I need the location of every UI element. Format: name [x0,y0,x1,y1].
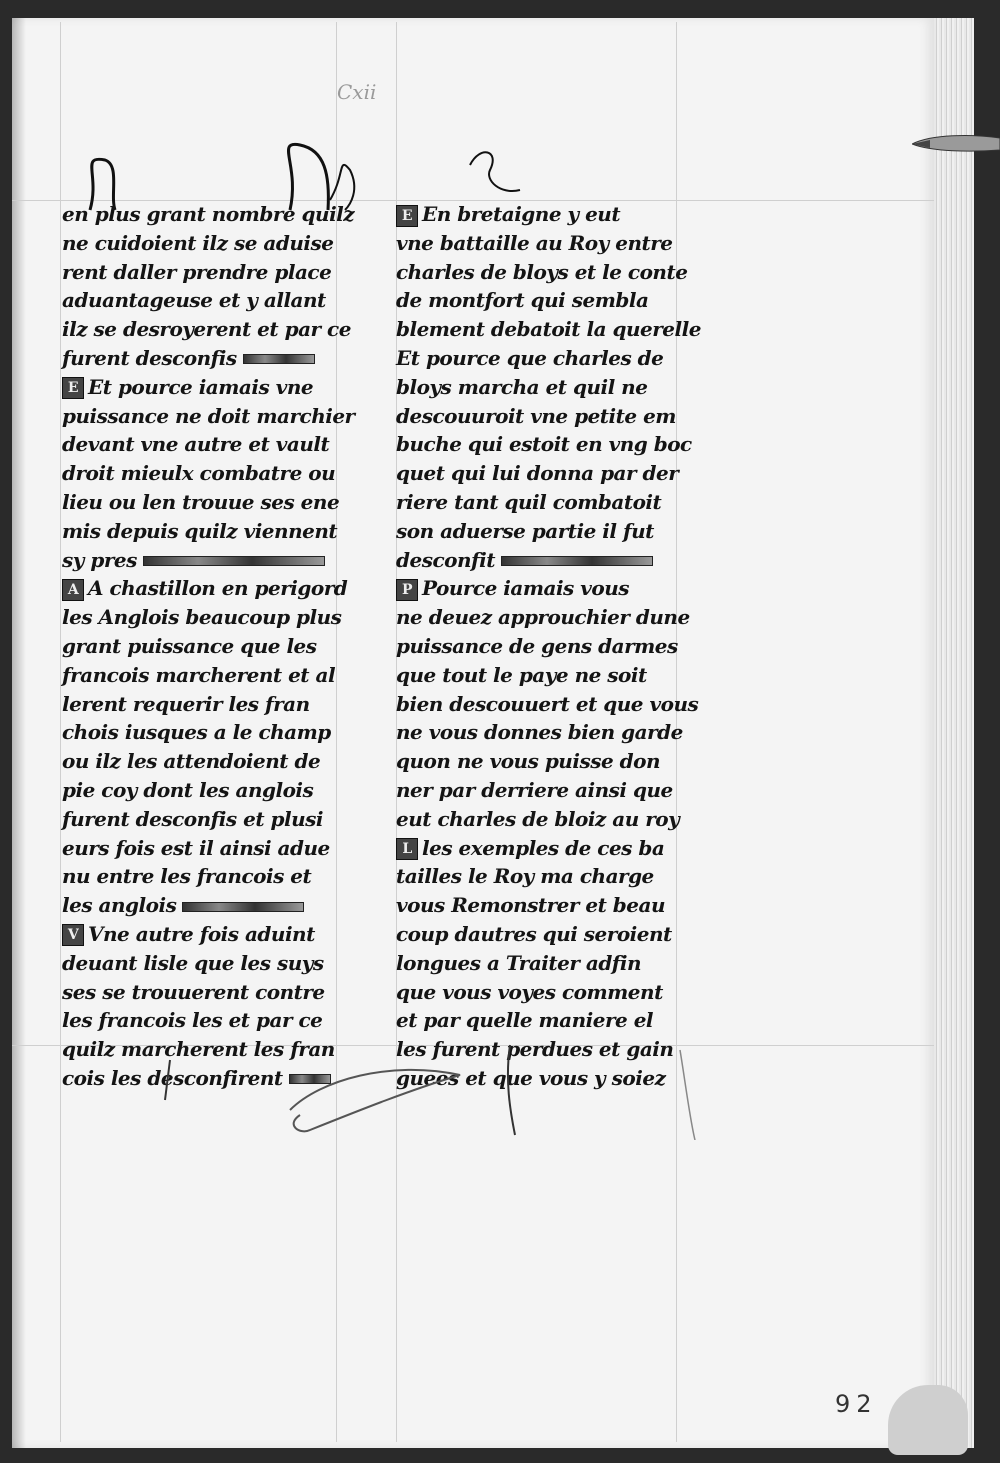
text-line: de montfort qui sembla [396,288,649,313]
text-line: eut charles de bloiz au roy [396,806,680,831]
text-line: chois iusques a le champ [62,720,331,745]
text-line: Et pource que charles de [396,345,664,370]
text-line: les francois les et par ce [62,1008,323,1033]
text-line: grant puissance que les [62,633,317,658]
line-text: Vne autre fois aduint [88,921,315,946]
text-line: quet qui lui donna par der [396,461,679,486]
text-line: blement debatoit la querelle [396,317,701,342]
decorated-initial-icon: A [62,579,84,601]
text-line [62,546,352,575]
line-text: Et pource iamais vne [88,374,314,399]
line-filler [143,556,325,566]
text-line: deuant lisle que les suys [62,950,324,975]
text-line: aduantageuse et y allant [62,288,326,313]
decorated-initial-icon: L [396,838,418,860]
text-line [62,344,352,373]
text-line: ilz se desroyerent et par ce [62,317,351,342]
line-text: cois les desconfirent [62,1065,283,1090]
text-line [62,373,352,402]
line-filler [501,556,653,566]
line-text: A chastillon en perigord [88,576,348,601]
text-line: devant vne autre et vault [62,432,330,457]
decorated-initial-icon: V [62,924,84,946]
decorated-initial-icon: E [62,377,84,399]
text-line: ne deuez approuchier dune [396,605,690,630]
text-line: rent daller prendre place [62,259,332,284]
text-line: ne cuidoient ilz se aduise [62,230,334,255]
line-text: En bretaigne y eut [422,202,621,226]
line-text: les exemples de ces ba [422,835,665,860]
text-line: puissance de gens darmes [396,633,678,658]
text-line: furent desconfis et plusi [62,806,324,831]
text-line: puissance ne doit marchier [62,403,355,428]
line-text: desconfit [396,547,495,572]
decorated-initial-icon: E [396,205,418,227]
text-line: charles de bloys et le conte [396,259,688,284]
text-line: tailles le Roy ma charge [396,864,654,889]
text-line: vne battaille au Roy entre [396,230,673,255]
text-line: buche qui estoit en vng boc [396,432,692,457]
text-line: nu entre les francois et [62,864,312,889]
text-line [62,891,352,920]
text-line: longues a Traiter adfin [396,950,642,975]
text-line: eurs fois est il ainsi adue [62,835,330,860]
page-number: 92 [835,1390,878,1418]
text-line: droit mieulx combatre ou [62,461,336,486]
line-text: les anglois [62,893,177,918]
text-line: ou ilz les attendoient de [62,749,321,774]
gutter-shadow [12,18,26,1448]
left-text-column [62,200,355,1093]
text-line: ses se trouuerent contre [62,979,325,1004]
text-line: mis depuis quilz viennent [62,518,338,543]
thumb [888,1385,968,1455]
text-line: les furent perdues et gain [396,1037,674,1062]
text-line [62,574,352,603]
text-line [396,200,692,229]
text-line [396,834,692,863]
text-line: riere tant quil combatoit [396,489,662,514]
folio-number: Cxii [337,80,377,104]
text-line: en plus grant nombre quilz [62,202,355,226]
text-line [396,574,692,603]
line-text: sy pres [62,547,137,572]
text-line: ne vous donnes bien garde [396,720,683,745]
text-line: lieu ou len trouue ses ene [62,489,340,514]
text-line: lerent requerir les fran [62,691,310,716]
text-line: pie coy dont les anglois [62,777,314,802]
text-line: son aduerse partie il fut [396,518,654,543]
text-line: que vous voyes comment [396,979,663,1004]
text-line [396,546,692,575]
text-line: les Anglois beaucoup plus [62,605,342,630]
line-filler [182,902,304,912]
text-line: ner par derriere ainsi que [396,777,673,802]
text-line: descouuroit vne petite em [396,403,676,428]
page-edges [934,18,974,1448]
text-line: quilz marcherent les fran [62,1037,335,1062]
text-line: quon ne vous puisse don [396,749,661,774]
text-line: bien descouuert et que vous [396,691,699,716]
text-line: vous Remonstrer et beau [396,893,666,918]
decorated-initial-icon: P [396,579,418,601]
text-line: que tout le paye ne soit [396,662,647,687]
line-text: Pource iamais vous [422,576,630,601]
text-line: et par quelle maniere el [396,1008,654,1033]
descender-flourishes [160,1040,720,1140]
text-line: coup dautres qui seroient [396,921,672,946]
text-line: francois marcherent et al [62,662,336,687]
ruling-line [60,22,61,1442]
line-text: furent desconfis [62,345,237,370]
pencil-icon [912,130,1000,156]
text-line [62,920,352,949]
right-text-column [396,200,701,1093]
text-line: guees et que vous y soiez [396,1065,666,1090]
line-filler [243,354,315,364]
text-line: bloys marcha et quil ne [396,374,648,399]
